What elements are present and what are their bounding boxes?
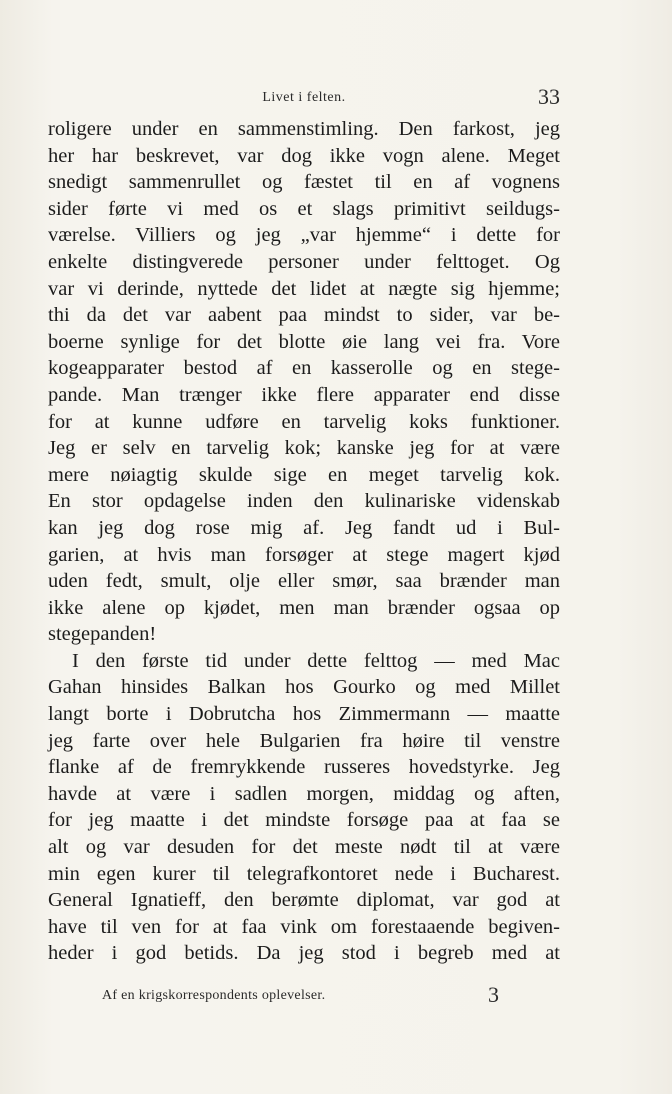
footer-book-title: Af en krigskorrespondents oplevelser.	[102, 988, 326, 1003]
signature-mark: 3	[488, 982, 499, 1007]
text-line: sider førte vi med os et slags primitivt seildugs-	[48, 197, 560, 220]
paragraph-end-line: stegepanden!	[48, 623, 157, 646]
text-line: thi da det var aabent paa mindst to sider, var be-	[48, 304, 560, 327]
text-line: En stor opdagelse inden den kulinariske videnskab	[48, 490, 560, 513]
text-line: for jeg maatte i det mindste forsøge paa at faa se	[48, 809, 560, 832]
text-line: kan jeg dog rose mig af. Jeg fandt ud i Bul-	[48, 516, 560, 539]
text-line: heder i god betids. Da jeg stod i begreb med at	[48, 942, 560, 965]
text-line: havde at være i sadlen morgen, middag og aften,	[48, 782, 560, 805]
text-line: jeg farte over hele Bulgarien fra høire til venstre	[48, 729, 560, 752]
paragraph-start-line: I den første tid under dette felttog — med Mac	[72, 649, 560, 672]
running-head	[48, 84, 560, 114]
text-line: flanke af de fremrykkende russeres hovedstyrke. Jeg	[48, 756, 560, 779]
text-line: snedigt sammenrullet og fæstet til en af vognens	[48, 171, 560, 194]
text-line: langt borte i Dobrutcha hos Zimmermann — maatte	[48, 703, 560, 726]
text-line: her har beskrevet, var dog ikke vogn alene. Meget	[48, 144, 560, 167]
text-line: Jeg er selv en tarvelig kok; kanske jeg for at være	[48, 437, 560, 460]
text-line: General Ignatieff, den berømte diplomat, var god at	[48, 889, 560, 912]
text-line: boerne synlige for det blotte øie lang vei fra. Vore	[48, 330, 560, 353]
text-line: for at kunne udføre en tarvelig koks funktioner.	[48, 410, 560, 433]
text-line: alt og var desuden for det meste nødt til at være	[48, 836, 560, 859]
text-line: var vi derinde, nyttede det lidet at nægte sig hjemme;	[48, 277, 560, 300]
text-line: garien, at hvis man forsøger at stege magert kjød	[48, 543, 560, 566]
text-line: uden fedt, smult, olje eller smør, saa brænder man	[48, 570, 560, 593]
running-title: Livet i felten.	[262, 90, 346, 105]
text-line: mere nøiagtig skulde sige en meget tarvelig kok.	[48, 463, 560, 486]
text-line: kogeapparater bestod af en kasserolle og en stege-	[48, 357, 560, 380]
text-line: enkelte distingverede personer under felttoget. Og	[48, 250, 560, 273]
page-number: 33	[538, 84, 560, 109]
text-line: min egen kurer til telegrafkontoret nede i Bucharest.	[48, 862, 560, 885]
text-line: Gahan hinsides Balkan hos Gourko og med Millet	[48, 676, 560, 699]
text-line: ikke alene op kjødet, men man brænder ogsaa op	[48, 596, 560, 619]
body-text	[48, 116, 560, 967]
text-line: have til ven for at faa vink om forestaaende begiven-	[48, 915, 560, 938]
text-line: roligere under en sammenstimling. Den farkost, jeg	[48, 118, 560, 140]
text-line: pande. Man trænger ikke flere apparater end disse	[48, 383, 560, 406]
text-line: værelse. Villiers og jeg „var hjemme“ i dette for	[48, 224, 560, 247]
page-footer	[48, 984, 560, 1008]
